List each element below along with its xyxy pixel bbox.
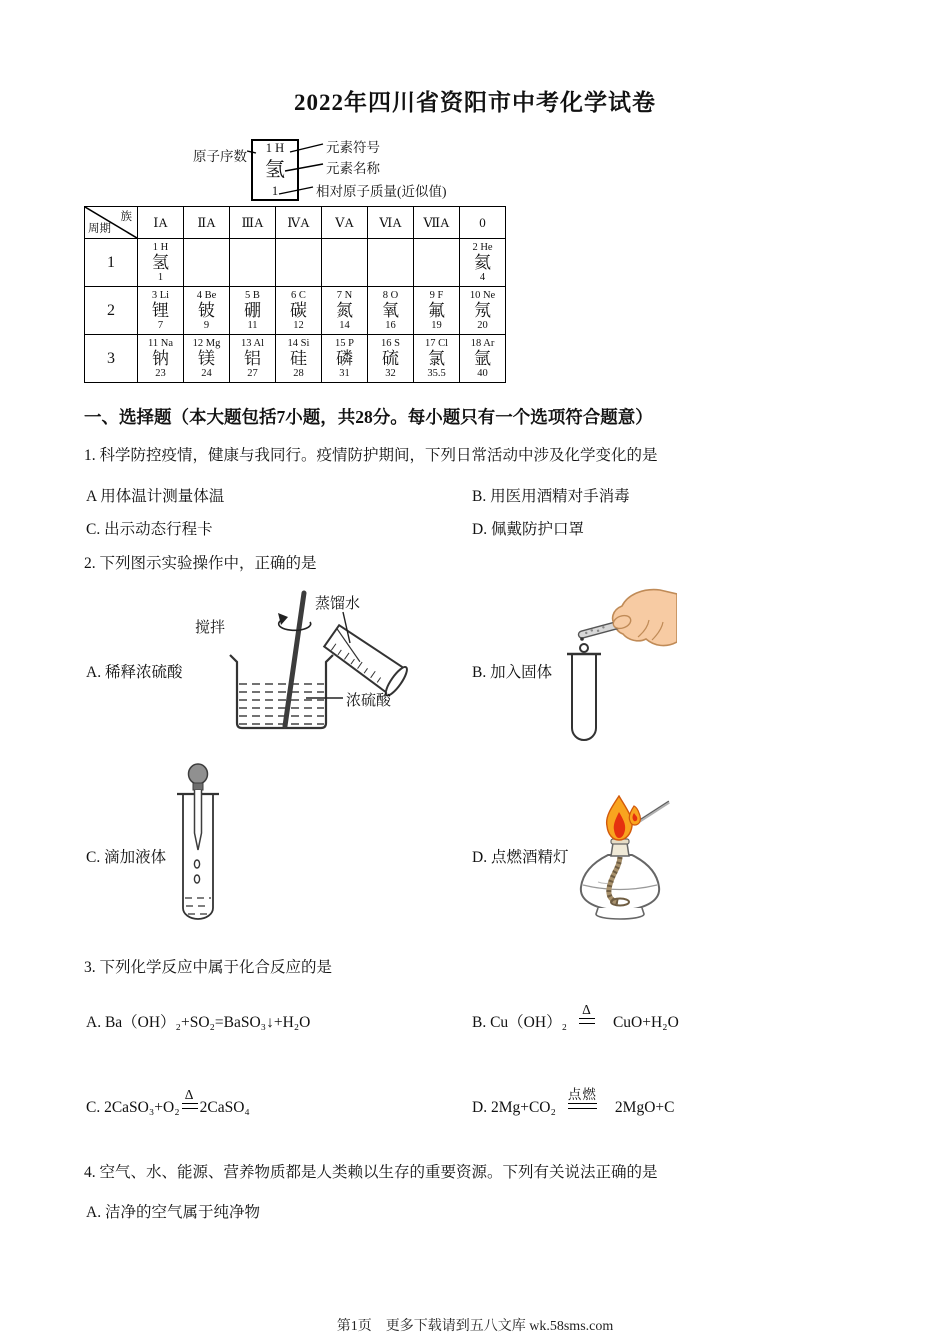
beaker-cylinder-drawing bbox=[193, 588, 423, 738]
equals-double-bar bbox=[182, 1103, 198, 1109]
q1-option-c: C. 出示动态行程卡 bbox=[86, 521, 213, 538]
element-cell: 12 Mg 镁 24 bbox=[184, 335, 230, 383]
page-footer: 第1页 更多下载请到五八文库 wk.58sms.com bbox=[336, 1319, 614, 1334]
element-cell bbox=[276, 239, 322, 287]
q1-option-b: B. 用医用酒精对手消毒 bbox=[472, 488, 630, 505]
equals-double-bar bbox=[568, 1103, 597, 1109]
element-cell: 14 Si 硅 28 bbox=[276, 335, 322, 383]
water-label: 蒸馏水 bbox=[315, 596, 361, 612]
group-header: 0 bbox=[460, 207, 506, 239]
period-number: 1 bbox=[85, 239, 138, 287]
q2-option-c: C. 滴加液体 bbox=[86, 849, 167, 866]
element-cell: 7 N 氮 14 bbox=[322, 287, 368, 335]
symbol-label: 元素符号 bbox=[326, 140, 380, 155]
element-cell: 10 Ne 氖 20 bbox=[460, 287, 506, 335]
element-cell: 2 He 氦 4 bbox=[460, 239, 506, 287]
element-cell: 13 Al 铝 27 bbox=[230, 335, 276, 383]
equation-reactants: B. Cu（OH）₂ bbox=[472, 1014, 567, 1031]
equation-reactants: C. 2CaSO₃+O₂ bbox=[86, 1099, 180, 1116]
periodic-table bbox=[84, 206, 506, 383]
acid-label: 浓硫酸 bbox=[346, 693, 392, 709]
condition-text: Δ bbox=[184, 1087, 195, 1102]
element-cell: 9 F 氟 19 bbox=[414, 287, 460, 335]
dilute-acid-figure bbox=[193, 588, 423, 738]
q2-option-a: A. 稀释浓硫酸 bbox=[86, 664, 183, 681]
condition-text: 点燃 bbox=[567, 1087, 597, 1102]
group-header: ⅡA bbox=[184, 207, 230, 239]
element-cell bbox=[322, 239, 368, 287]
period-group-corner-cell bbox=[85, 207, 138, 239]
equation-products: 2MgO+C bbox=[614, 1099, 675, 1116]
q3-option-c bbox=[86, 1087, 250, 1122]
group-header: ⅤA bbox=[322, 207, 368, 239]
element-cell: 11 Na 钠 23 bbox=[138, 335, 184, 383]
example-mass: 1 bbox=[271, 184, 279, 198]
element-key-diagram bbox=[193, 136, 493, 208]
atomic-number-label: 原子序数 bbox=[193, 149, 247, 164]
q1-stem: 1. 科学防控疫情，健康与我同行。疫情防护期间，下列日常活动中涉及化学变化的是 bbox=[84, 447, 658, 464]
element-cell: 8 O 氧 16 bbox=[368, 287, 414, 335]
equation-products: CuO+H₂O bbox=[612, 1014, 679, 1031]
page-title: 2022年四川省资阳市中考化学试卷 bbox=[294, 90, 656, 115]
example-number-symbol: 1 H bbox=[265, 141, 285, 155]
q3-option-b bbox=[472, 1002, 679, 1037]
element-cell bbox=[414, 239, 460, 287]
element-cell: 15 P 磷 31 bbox=[322, 335, 368, 383]
reaction-condition bbox=[579, 1003, 595, 1024]
element-cell bbox=[368, 239, 414, 287]
q1-option-a: A 用体温计测量体温 bbox=[86, 488, 225, 505]
stir-label: 搅拌 bbox=[195, 620, 226, 636]
equation-reactants: D. 2Mg+CO₂ bbox=[472, 1099, 556, 1116]
group-header: ⅥA bbox=[368, 207, 414, 239]
element-cell: 17 Cl 氯 35.5 bbox=[414, 335, 460, 383]
example-name: 氢 bbox=[265, 158, 285, 181]
element-cell: 4 Be 铍 9 bbox=[184, 287, 230, 335]
q3-option-d bbox=[472, 1087, 675, 1122]
group-header: ⅢA bbox=[230, 207, 276, 239]
add-liquid-figure bbox=[160, 763, 250, 928]
element-cell: 3 Li 锂 7 bbox=[138, 287, 184, 335]
group-header: ⅠA bbox=[138, 207, 184, 239]
dropper-test-tube-drawing bbox=[160, 763, 250, 928]
add-solid-figure bbox=[552, 582, 677, 742]
group-header: ⅦA bbox=[414, 207, 460, 239]
alcohol-lamp-drawing bbox=[568, 795, 673, 920]
element-cell bbox=[184, 239, 230, 287]
element-cell: 18 Ar 氩 40 bbox=[460, 335, 506, 383]
section-heading: 一、选择题（本大题包括7小题，共28分。每小题只有一个选项符合题意） bbox=[84, 407, 653, 427]
example-element-box bbox=[251, 139, 299, 201]
element-cell bbox=[230, 239, 276, 287]
q3-stem: 3. 下列化学反应中属于化合反应的是 bbox=[84, 959, 333, 976]
q4-option-a: A. 洁净的空气属于纯净物 bbox=[86, 1204, 260, 1221]
name-label: 元素名称 bbox=[326, 161, 380, 176]
q1-option-d: D. 佩戴防护口罩 bbox=[472, 521, 584, 538]
q4-stem: 4. 空气、水、能源、营养物质都是人类赖以生存的重要资源。下列有关说法正确的是 bbox=[84, 1164, 658, 1181]
period-corner-label: 周期 bbox=[88, 223, 111, 235]
equation-products: 2CaSO₄ bbox=[199, 1099, 250, 1116]
group-header: ⅣA bbox=[276, 207, 322, 239]
equals-double-bar bbox=[579, 1018, 595, 1024]
period-number: 3 bbox=[85, 335, 138, 383]
period-number: 2 bbox=[85, 287, 138, 335]
q2-option-b: B. 加入固体 bbox=[472, 664, 553, 681]
element-cell: 5 B 硼 11 bbox=[230, 287, 276, 335]
q2-stem: 2. 下列图示实验操作中，正确的是 bbox=[84, 555, 317, 572]
q3-option-a: A. Ba（OH）₂+SO₂=BaSO₃↓+H₂O bbox=[86, 1014, 311, 1031]
reaction-condition bbox=[182, 1088, 198, 1109]
element-cell: 1 H 氢 1 bbox=[138, 239, 184, 287]
element-cell: 6 C 碳 12 bbox=[276, 287, 322, 335]
light-alcohol-lamp-figure bbox=[568, 795, 673, 920]
q2-option-d: D. 点燃酒精灯 bbox=[472, 849, 569, 866]
element-cell: 16 S 硫 32 bbox=[368, 335, 414, 383]
hand-test-tube-drawing bbox=[552, 582, 677, 742]
group-corner-label: 族 bbox=[120, 211, 132, 223]
reaction-condition bbox=[568, 1088, 597, 1109]
condition-text: Δ bbox=[582, 1002, 592, 1017]
mass-label: 相对原子质量(近似值) bbox=[316, 184, 447, 199]
